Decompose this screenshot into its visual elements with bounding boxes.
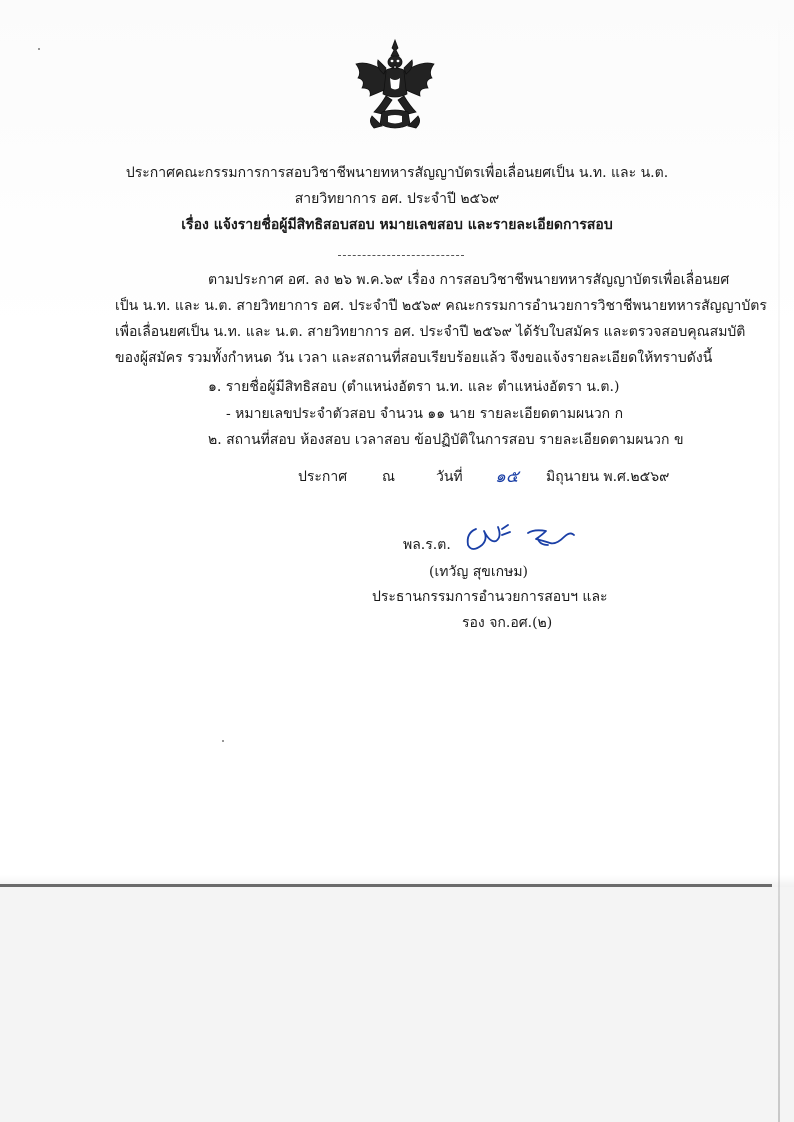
- scan-speck: [38, 48, 40, 50]
- date-month-year: มิถุนายน พ.ศ.๒๕๖๙: [546, 469, 670, 485]
- date-day-handwritten: ๑๕: [495, 467, 519, 487]
- handwritten-signature: [462, 519, 580, 555]
- scan-speck: [222, 740, 224, 742]
- garuda-emblem-icon: [352, 38, 438, 134]
- body-paragraph-line: ตามประกาศ อศ. ลง ๒๖ พ.ค.๖๙ เรื่อง การสอบวิชาชีพนายทหารสัญญาบัตรเพื่อเลื่อนยศ: [208, 272, 730, 288]
- date-announced-label: ประกาศ: [298, 469, 348, 485]
- list-item-eligible-candidates: ๑. รายชื่อผู้มีสิทธิสอบ (ตำแหน่งอัตรา น.ท. และ ตำแหน่งอัตรา น.ต.): [208, 379, 620, 395]
- title-divider: [338, 255, 464, 256]
- announcement-date: [0, 466, 794, 486]
- body-paragraph-line: เพื่อเลื่อนยศเป็น น.ท. และ น.ต. สายวิทยาการ อศ. ประจำปี ๒๕๖๙ ได้รับใบสมัคร และตรวจสอบคุณสมบัติ: [115, 324, 746, 340]
- announcement-title: ประกาศคณะกรรมการการสอบวิชาชีพนายทหารสัญญาบัตรเพื่อเลื่อนยศเป็น น.ท. และ น.ต.: [125, 165, 669, 181]
- signatory-position: รอง จก.อศ.(๒): [462, 615, 553, 631]
- announcement-subject: เรื่อง แจ้งรายชื่อผู้มีสิทธิสอบสอบ หมายเลขสอบ และรายละเอียดการสอบ: [181, 217, 613, 233]
- scan-edge-line: [0, 884, 772, 887]
- announcement-subtitle: สายวิทยาการ อศ. ประจำปี ๒๕๖๙: [294, 191, 500, 207]
- signatory-name: (เทวัญ สุขเกษม): [429, 564, 529, 580]
- signatory-position: ประธานกรรมการอำนวยการสอบฯ และ: [372, 589, 608, 605]
- date-day-label: วันที่: [436, 469, 463, 485]
- list-subitem-exam-numbers: - หมายเลขประจำตัวสอบ จำนวน ๑๑ นาย รายละเอียดตามผนวก ก: [226, 406, 624, 422]
- scan-lower-shade: [0, 887, 794, 1122]
- body-paragraph-line: ของผู้สมัคร รวมทั้งกำหนด วัน เวลา และสถานที่สอบเรียบร้อยแล้ว จึงขอแจ้งรายละเอียดให้ทราบดังนี้: [115, 350, 713, 366]
- signatory-rank: พล.ร.ต.: [403, 537, 451, 553]
- list-item-exam-venue: ๒. สถานที่สอบ ห้องสอบ เวลาสอบ ข้อปฏิบัติในการสอบ รายละเอียดตามผนวก ข: [208, 432, 684, 448]
- body-paragraph-line: เป็น น.ท. และ น.ต. สายวิทยาการ อศ. ประจำปี ๒๕๖๙ คณะกรรมการอำนวยการวิชาชีพนายทหารสัญญาบัตร: [115, 298, 767, 314]
- date-at-label: ณ: [382, 469, 395, 485]
